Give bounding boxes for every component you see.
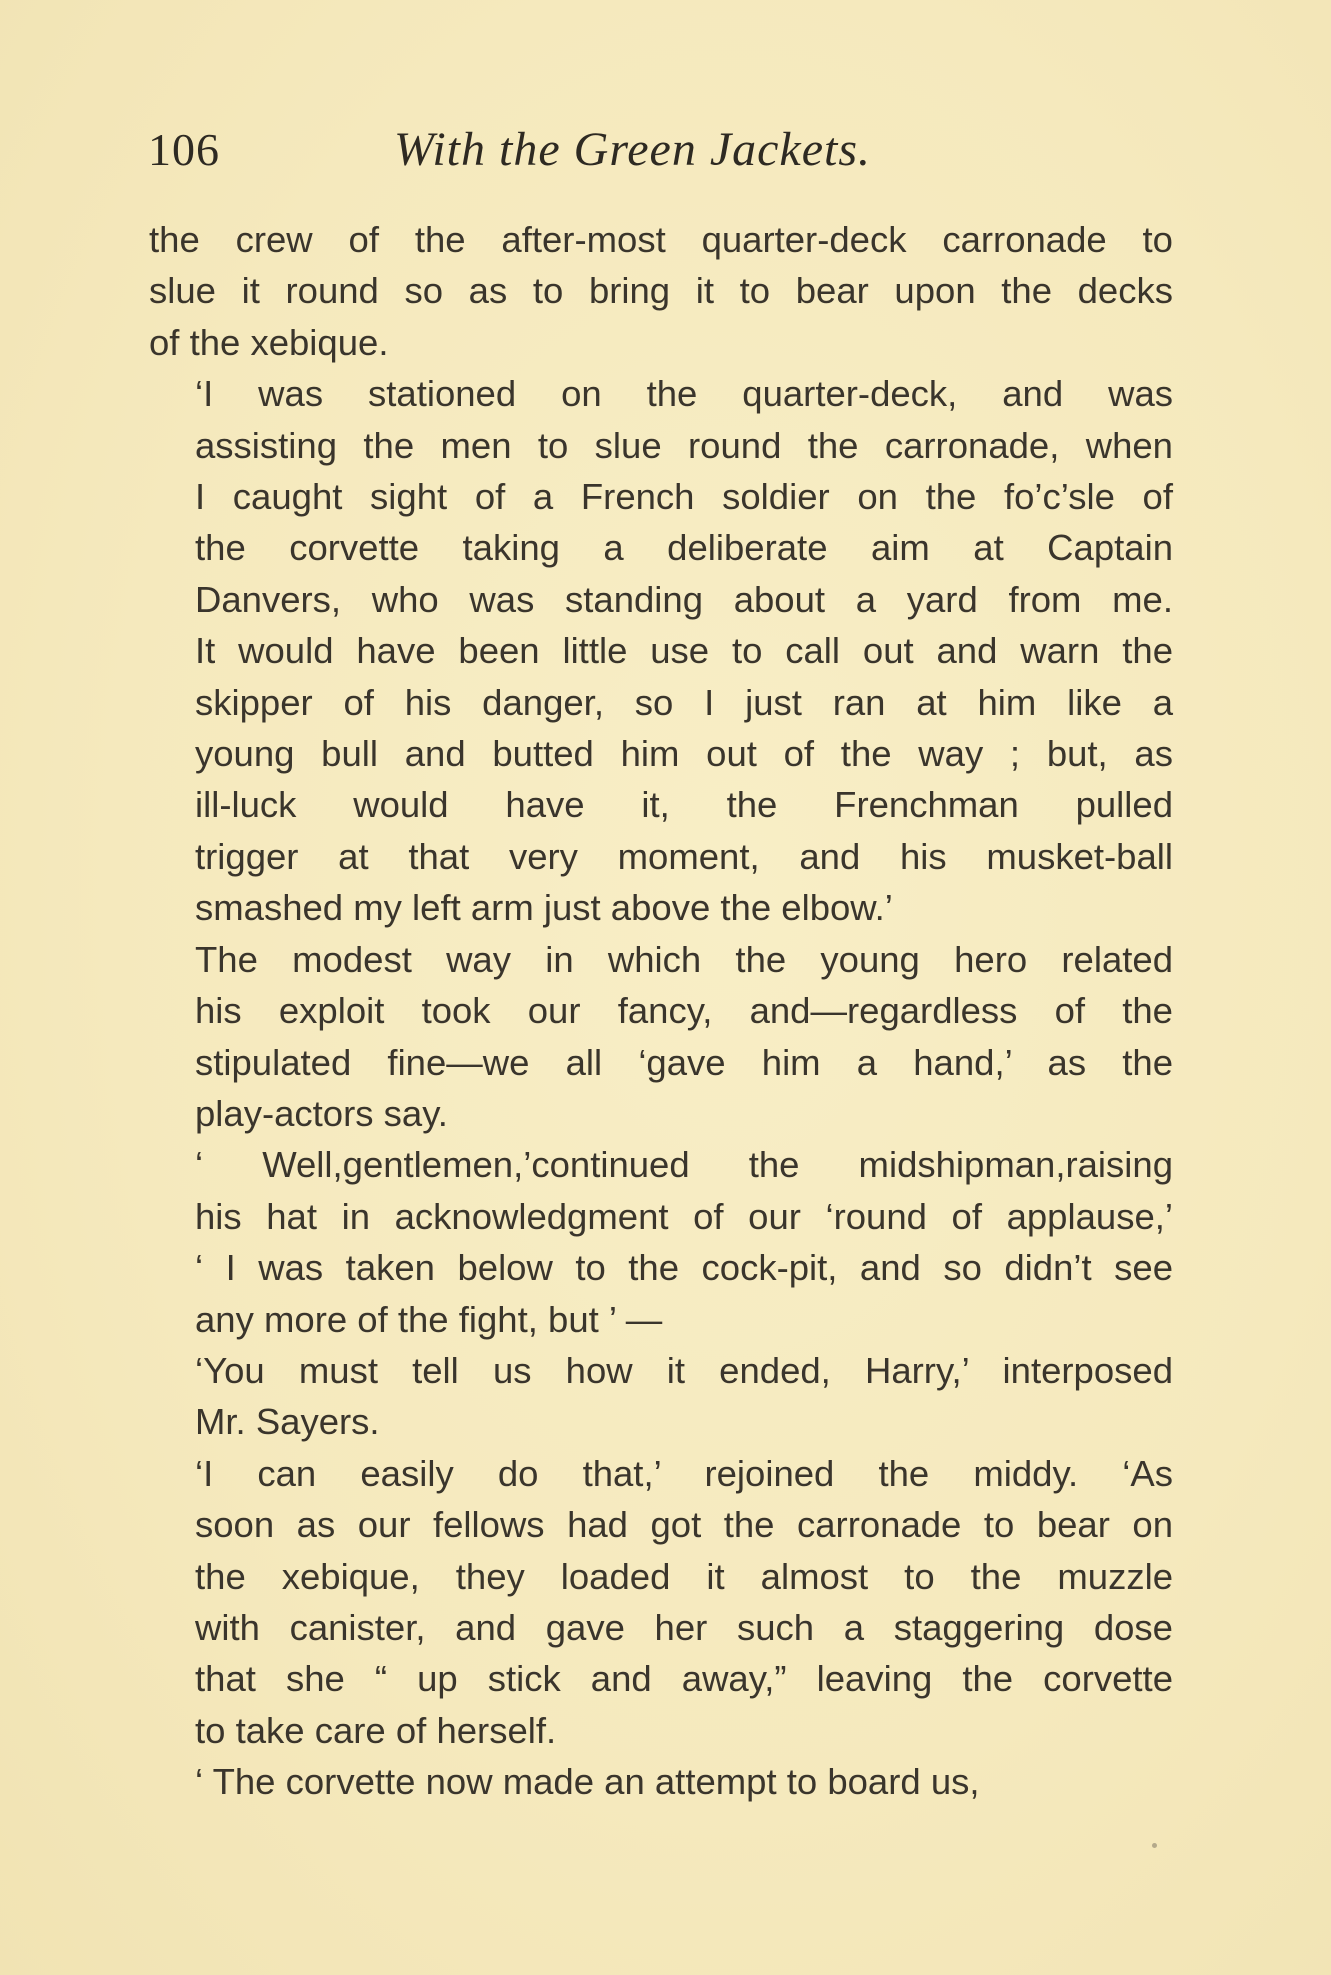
text-line: ‘ Well,gentlemen,’continued the midshipman,raising (195, 1144, 1173, 1186)
paragraph (149, 214, 1173, 368)
text-line: The modest way in which the young hero related (195, 938, 1173, 980)
text-line: I caught sight of a French soldier on the fo’c’sle of (195, 476, 1173, 518)
text-line: to take care of herself. (195, 1709, 557, 1751)
body-text (149, 214, 1173, 1808)
text-line: Mr. Sayers. (195, 1401, 380, 1443)
text-line: Danvers, who was standing about a yard from me. (195, 578, 1173, 620)
text-line: his exploit took our fancy, and—regardless of the (195, 990, 1173, 1032)
running-title: With the Green Jackets. (394, 123, 872, 176)
text-line: of the xebique. (149, 321, 389, 363)
text-line: that she “ up stick and away,” leaving the corvette (195, 1658, 1173, 1700)
text-line: with canister, and gave her such a staggering dose (195, 1606, 1173, 1648)
text-line: ill-luck would have it, the Frenchman pulled (195, 784, 1173, 826)
text-line: his hat in acknowledgment of our ‘round of applause,’ (195, 1195, 1173, 1237)
text-line: ‘I was stationed on the quarter-deck, and was (195, 373, 1173, 415)
text-line: slue it round so as to bring it to bear upon the decks (149, 270, 1173, 312)
text-line: ‘ The corvette now made an attempt to board us, (195, 1761, 980, 1803)
text-line: the xebique, they loaded it almost to the muzzle (195, 1555, 1173, 1597)
text-line: play-actors say. (195, 1092, 448, 1134)
text-line: any more of the fight, but ’ — (195, 1298, 663, 1340)
text-line: soon as our fellows had got the carronade to bear on (195, 1504, 1173, 1546)
paragraph (149, 1139, 1173, 1345)
text-line: the corvette taking a deliberate aim at Captain (195, 527, 1173, 569)
paragraph (149, 934, 1173, 1140)
text-line: ‘ I was taken below to the cock-pit, and so didn’t see (195, 1247, 1173, 1289)
text-line: the crew of the after-most quarter-deck carronade to (149, 219, 1173, 260)
text-line: trigger at that very moment, and his musket-ball (195, 835, 1173, 877)
text-line: ‘You must tell us how it ended, Harry,’ interposed (195, 1349, 1173, 1391)
running-head (148, 120, 1178, 180)
text-line: smashed my left arm just above the elbow.’ (195, 887, 893, 929)
page-number: 106 (148, 124, 220, 175)
text-line: young bull and butted him out of the way ; but, as (195, 733, 1173, 775)
paragraph (149, 1345, 1173, 1448)
paragraph (149, 1448, 1173, 1756)
text-line: It would have been little use to call out and warn the (195, 630, 1173, 672)
paper-speck (1152, 1843, 1157, 1848)
paragraph (149, 368, 1173, 933)
text-line: ‘I can easily do that,’ rejoined the middy. ‘As (195, 1452, 1173, 1494)
text-line: stipulated fine—we all ‘gave him a hand,’ as the (195, 1041, 1173, 1083)
text-line: assisting the men to slue round the carronade, when (195, 424, 1173, 466)
text-line: skipper of his danger, so I just ran at him like a (195, 681, 1173, 723)
paragraph (149, 1756, 1173, 1807)
